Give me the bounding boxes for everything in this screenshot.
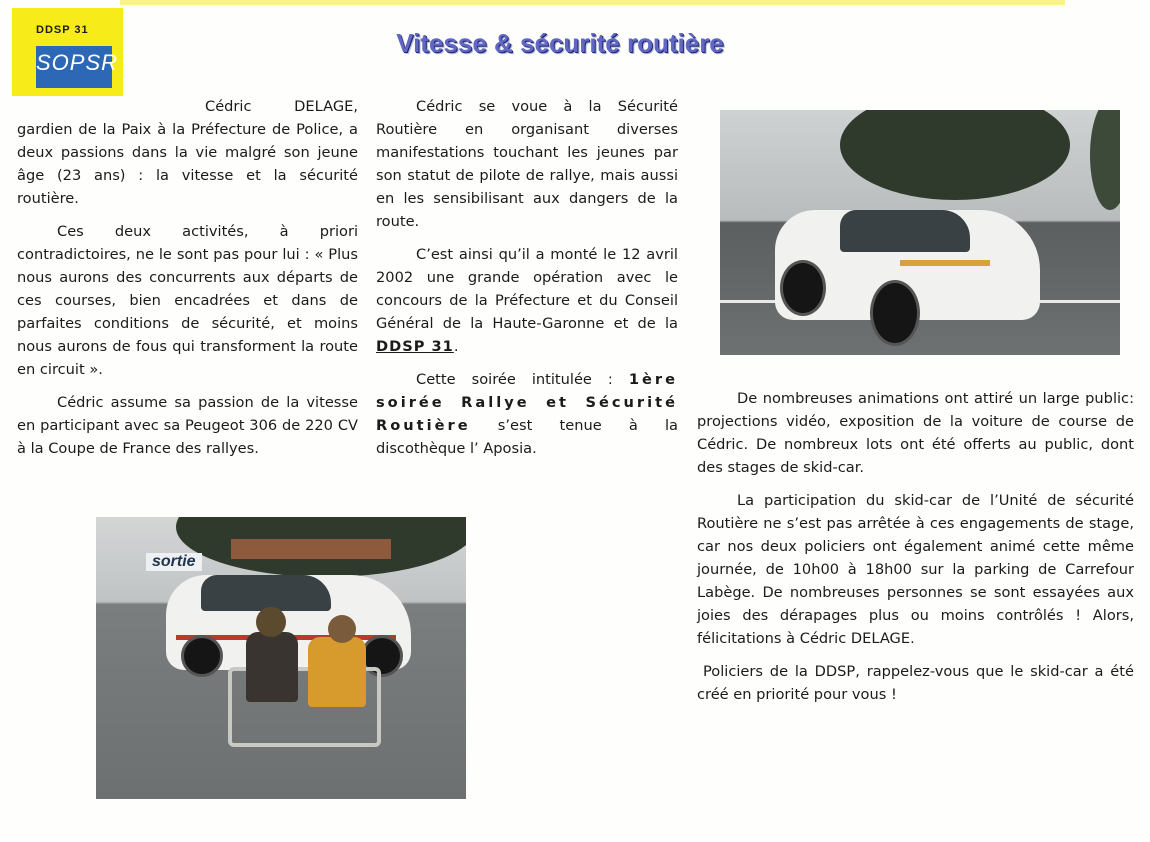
sortie-sign: sortie xyxy=(146,553,202,571)
paragraph: Cédric DELAGE, gardien de la Paix à la Préfecture de Police, a deux passions dans la vie malgré son jeune âge (23 ans) : la vitesse et la sécurité routière. xyxy=(17,98,358,207)
tree-shape xyxy=(840,110,1070,200)
rally-car-photo xyxy=(720,110,1120,355)
car-wheel xyxy=(870,280,920,346)
paragraph xyxy=(376,243,678,358)
paragraph: Policiers de la DDSP, rappelez-vous que le skid-car a été créé en priorité pour vous ! xyxy=(697,663,1134,703)
driver xyxy=(308,637,366,707)
logo-code-text: DDSP 31 xyxy=(36,24,89,36)
paragraph-text: . xyxy=(453,338,459,355)
car-window xyxy=(840,210,970,252)
logo-name-text: SOPSR xyxy=(36,50,119,75)
car-stripe xyxy=(900,260,990,266)
paragraph-text: s’est tenue à la discothèque l’ Aposia. xyxy=(376,417,678,457)
top-yellow-strip xyxy=(120,0,1065,5)
paragraph: La participation du skid-car de l’Unité de sécurité Routière ne s’est pas arrêtée à ces engagements de stage, car nos deux policiers ont également animé cette même journée, de 10h00 à 18h00 sur la parking de Carrefour Labège. De nombreuses personnes se sont essayées aux joies des dérapages plus ou moins contrôlés ! Alors, félicitations à Cédric DELAGE. xyxy=(697,492,1134,647)
paragraph: De nombreuses animations ont attiré un large public: projections vidéo, exposition de la voiture de course de Cédric. De nombreux lots ont été offerts au public, dont des stages de skid-car. xyxy=(697,390,1134,476)
car-wheel xyxy=(181,635,223,677)
driver xyxy=(246,632,298,702)
paragraph: Cédric se voue à la Sécurité Routière en organisant diverses manifestations touchant les jeunes par son statut de pilote de rallye, mais aussi en les sensibilisant aux dangers de la route. xyxy=(376,98,678,230)
tree-shape xyxy=(1090,110,1120,210)
article-column-1 xyxy=(17,95,358,470)
article-title: Vitesse & sécurité routière xyxy=(396,28,724,58)
helmet xyxy=(328,615,356,643)
car-wheel xyxy=(780,260,826,316)
paragraph-text: C’est ainsi qu’il a monté le 12 avril 2002 une grande opération avec le concours de la Préfecture et du Conseil Général de la Haute-Garonne et de la xyxy=(376,246,678,332)
event-name: 1ère soirée Rallye et Sécurité Routière xyxy=(376,371,678,434)
sopsr-logo xyxy=(12,8,123,96)
paragraph: Cédric assume sa passion de la vitesse en participant avec sa Peugeot 306 de 220 CV à la Coupe de France des rallyes. xyxy=(17,394,358,457)
tent-roof xyxy=(231,539,391,559)
article-column-2 xyxy=(376,95,678,470)
paragraph: Ces deux activités, à priori contradictoires, ne le sont pas pour lui : « Plus nous aurons des concurrents aux départs de ces courses, bien encadrées et dans de parfaites conditions de sécurité, et moins nous aurons de fous qui transforment la route en circuit ». xyxy=(17,223,358,378)
helmet xyxy=(256,607,286,637)
car-window xyxy=(201,575,331,611)
paragraph-text: Cette soirée intitulée : xyxy=(416,371,629,388)
skid-car-photo xyxy=(96,517,466,799)
ddsp-link[interactable]: DDSP 31 xyxy=(376,338,454,355)
article-column-3 xyxy=(697,387,1134,716)
paragraph xyxy=(376,368,678,460)
